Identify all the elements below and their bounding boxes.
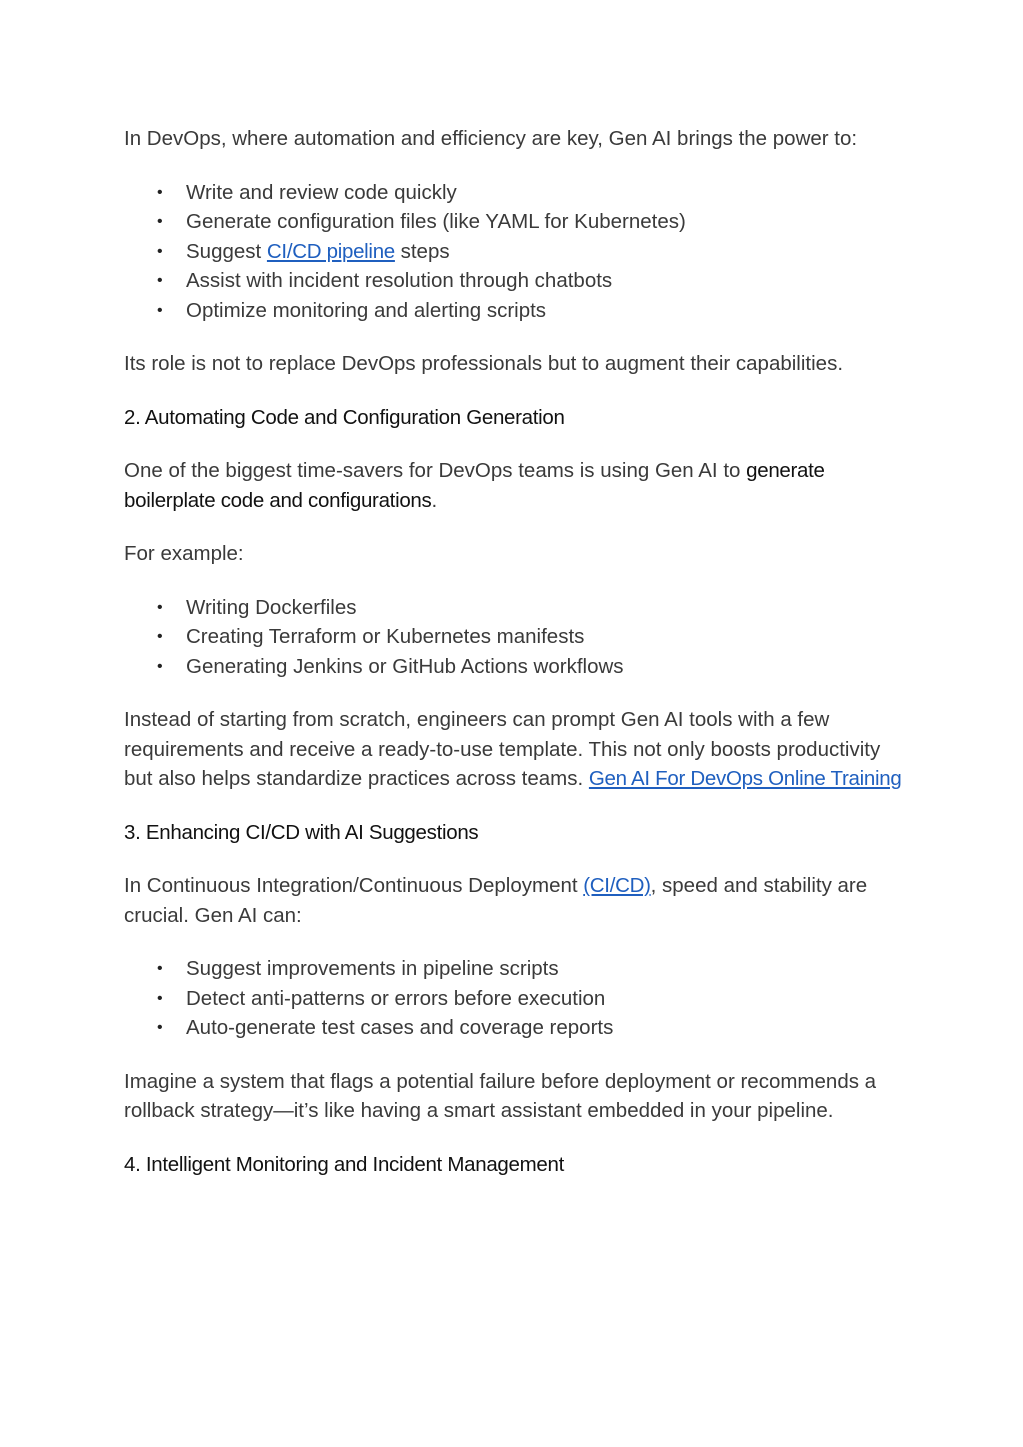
bold-phrase: generate boilerplate code and configurations <box>124 459 825 512</box>
list-item: • Auto-generate test cases and coverage reports <box>124 1013 904 1043</box>
list-item: • Write and review code quickly <box>124 178 904 208</box>
section-2-paragraph: One of the biggest time-savers for DevOps teams is using Gen AI to generate boilerplate code and configurations. <box>124 459 825 512</box>
list-item: • Generating Jenkins or GitHub Actions workflows <box>124 652 904 682</box>
section-3-heading: 3. Enhancing CI/CD with AI Suggestions <box>124 820 479 844</box>
examples-list <box>124 593 904 682</box>
bullet-icon: • <box>157 301 163 319</box>
training-link[interactable]: Gen AI For DevOps Online Training <box>588 767 902 790</box>
bullet-icon: • <box>157 960 163 977</box>
bullet-icon: • <box>157 989 163 1007</box>
list-item: • Detect anti-patterns or errors before execution <box>124 984 904 1014</box>
role-paragraph: Its role is not to replace DevOps professionals but to augment their capabilities. <box>124 352 844 375</box>
list-item: • Writing Dockerfiles <box>124 593 904 623</box>
list-item: • Suggest CI/CD pipeline steps <box>124 237 904 267</box>
section-4-heading: 4. Intelligent Monitoring and Incident Management <box>124 1152 565 1176</box>
list-item: • Assist with incident resolution through chatbots <box>124 266 904 296</box>
section-3-paragraph-2: Imagine a system that flags a potential failure before deployment or recommends a rollback strategy—it’s like having a smart assistant embedded in your pipeline. <box>124 1069 877 1122</box>
bullet-icon: • <box>157 628 163 645</box>
bullet-icon: • <box>157 183 163 201</box>
list-item: • Optimize monitoring and alerting scripts <box>124 296 904 326</box>
intro-paragraph: In DevOps, where automation and efficiency are key, Gen AI brings the power to: <box>124 127 858 150</box>
cicd-pipeline-link[interactable]: CI/CD pipeline <box>266 239 395 263</box>
cicd-capabilities-list <box>124 954 904 1043</box>
bullet-icon: • <box>157 213 163 230</box>
document-page <box>124 124 904 1203</box>
section-3-paragraph: In Continuous Integration/Continuous Deployment (CI/CD), speed and stability are crucial. Gen AI can: <box>124 874 868 927</box>
example-label: For example: <box>124 542 244 565</box>
capabilities-list <box>124 178 904 326</box>
list-item: • Suggest improvements in pipeline scripts <box>124 954 904 984</box>
section-2-paragraph-2: Instead of starting from scratch, engineers can prompt Gen AI tools with a few requirements and receive a ready-to-use template. This not only boosts productivity but also helps standardize practices across teams. Gen AI For DevOps Online Training <box>124 708 902 790</box>
list-item: • Creating Terraform or Kubernetes manifests <box>124 622 904 652</box>
cicd-link[interactable]: (CI/CD) <box>583 874 651 897</box>
list-item: • Generate configuration files (like YAML for Kubernetes) <box>124 207 904 237</box>
bullet-icon: • <box>157 657 163 675</box>
bullet-icon: • <box>157 242 163 260</box>
bullet-icon: • <box>157 598 163 616</box>
section-2-heading: 2. Automating Code and Configuration Generation <box>124 405 565 429</box>
bullet-icon: • <box>157 272 163 289</box>
bullet-icon: • <box>157 1019 163 1036</box>
